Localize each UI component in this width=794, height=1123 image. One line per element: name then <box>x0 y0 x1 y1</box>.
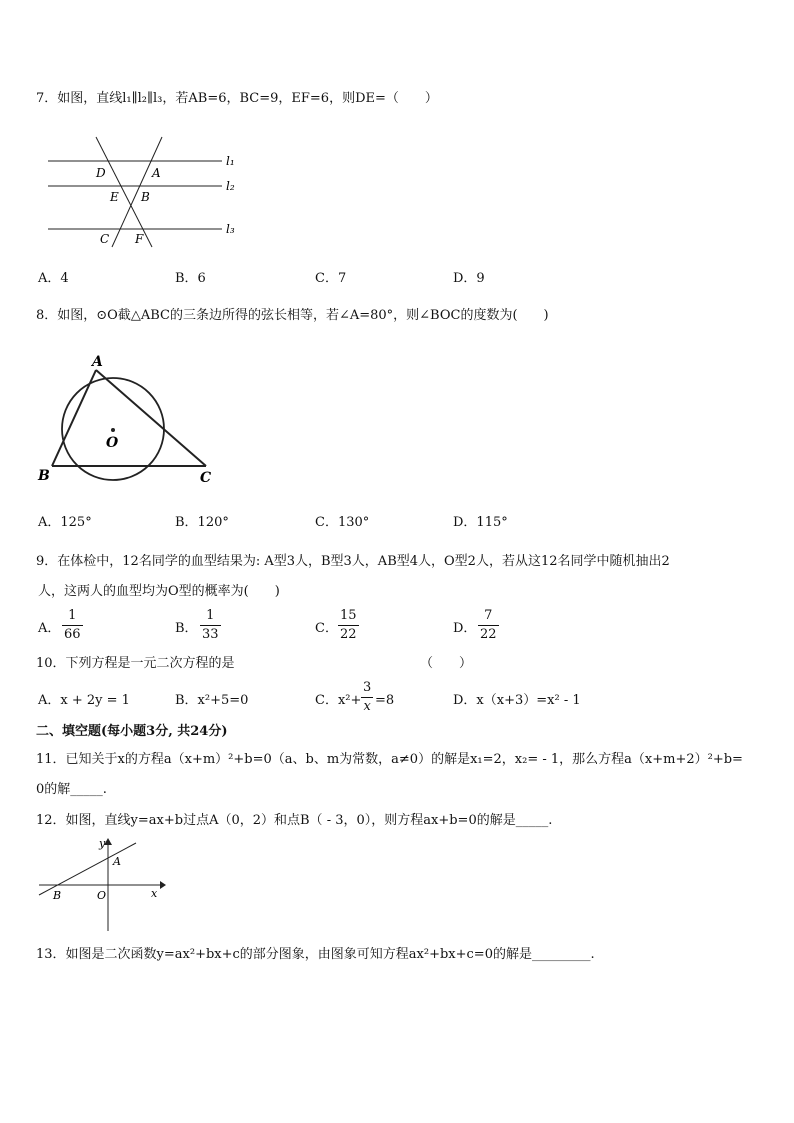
denominator: 66 <box>64 627 81 642</box>
q7-option-b: B．6 <box>175 271 206 286</box>
q9-option-a-fraction <box>62 608 83 643</box>
q9-stem-line2: 人，这两人的血型均为O型的概率为( ) <box>38 584 280 599</box>
section-heading: 二、填空题(每小题3分, 共24分) <box>36 724 228 739</box>
label-l2: l₂ <box>226 179 235 193</box>
denominator: 33 <box>202 627 219 642</box>
label-C: C <box>200 470 212 486</box>
label-F: F <box>135 232 144 246</box>
label-y: y <box>99 837 106 850</box>
q10-option-c-suffix: =8 <box>375 693 395 708</box>
label-O: O <box>97 889 107 902</box>
q7-parallel-lines-figure <box>40 135 250 250</box>
label-D: D <box>96 166 106 180</box>
label-C: C <box>100 232 110 246</box>
q7-option-a: A．4 <box>38 271 69 286</box>
denominator: 22 <box>480 627 497 642</box>
label-E: E <box>110 190 119 204</box>
q10-answer-paren: （ ） <box>420 656 473 671</box>
q7-option-d: D．9 <box>453 271 485 286</box>
numerator: 1 <box>68 608 77 623</box>
q10-option-c-fraction <box>361 680 373 715</box>
q9-option-d-fraction <box>478 608 499 643</box>
q9-stem-line1: 9．在体检中，12名同学的血型结果为: A型3人，B型3人，AB型4人，O型2人，若从这12名同学中随机抽出2 <box>36 554 670 569</box>
label-B: B <box>141 190 150 204</box>
q7-stem: 7．如图，直线l₁∥l₂∥l₃，若AB=6，BC=9，EF=6，则DE=（ ） <box>36 91 438 106</box>
label-l3: l₃ <box>226 222 235 236</box>
q10-option-a: A．x + 2y = 1 <box>38 693 130 708</box>
q11-line1: 11．已知关于x的方程a（x+m）²+b=0（a、b、m为常数，a≠0）的解是x₁=2，x₂= - 1，那么方程a（x+m+2）²+b= <box>36 752 743 767</box>
q9-option-c-fraction <box>338 608 359 643</box>
q8-stem: 8．如图，⊙O截△ABC的三条边所得的弦长相等，若∠A=80°，则∠BOC的度数为( ) <box>36 308 549 323</box>
q9-option-d-label: D． <box>453 621 477 636</box>
label-A: A <box>92 354 103 370</box>
q8-option-b: B．120° <box>175 515 229 530</box>
numerator: 7 <box>484 608 493 623</box>
q8-option-c: C．130° <box>315 515 370 530</box>
q10-option-b: B．x²+5=0 <box>175 693 249 708</box>
label-B: B <box>53 889 62 902</box>
denominator: x <box>363 699 371 714</box>
numerator: 15 <box>340 608 357 623</box>
q9-option-a-label: A． <box>38 621 61 636</box>
q10-option-d: D．x（x+3）=x² - 1 <box>453 693 581 708</box>
label-A: A <box>113 855 121 868</box>
label-l1: l₁ <box>226 154 235 168</box>
label-B: B <box>38 468 50 484</box>
q9-option-c-label: C． <box>315 621 338 636</box>
q8-option-a: A．125° <box>38 515 92 530</box>
q12-stem: 12．如图，直线y=ax+b过点A（0，2）和点B（ - 3，0），则方程ax+b=0的解是_____. <box>36 813 553 828</box>
denominator: 22 <box>340 627 357 642</box>
q8-option-d: D．115° <box>453 515 508 530</box>
label-x: x <box>151 887 158 900</box>
q8-circle-triangle-figure <box>34 348 224 488</box>
q10-stem: 10．下列方程是一元二次方程的是 <box>36 656 235 671</box>
q9-option-b-label: B． <box>175 621 198 636</box>
q11-line2: 0的解_____. <box>36 782 107 797</box>
q13-stem: 13．如图是二次函数y=ax²+bx+c的部分图象，由图象可知方程ax²+bx+c=0的解是_________. <box>36 947 595 962</box>
q7-option-c: C．7 <box>315 271 347 286</box>
label-O: O <box>106 435 119 451</box>
q9-option-b-fraction <box>200 608 221 643</box>
q10-option-c-prefix: C．x²+ <box>315 693 362 708</box>
numerator: 1 <box>206 608 215 623</box>
q12-line-graph-figure <box>35 835 175 935</box>
numerator: 3 <box>363 680 372 695</box>
label-A: A <box>152 166 161 180</box>
